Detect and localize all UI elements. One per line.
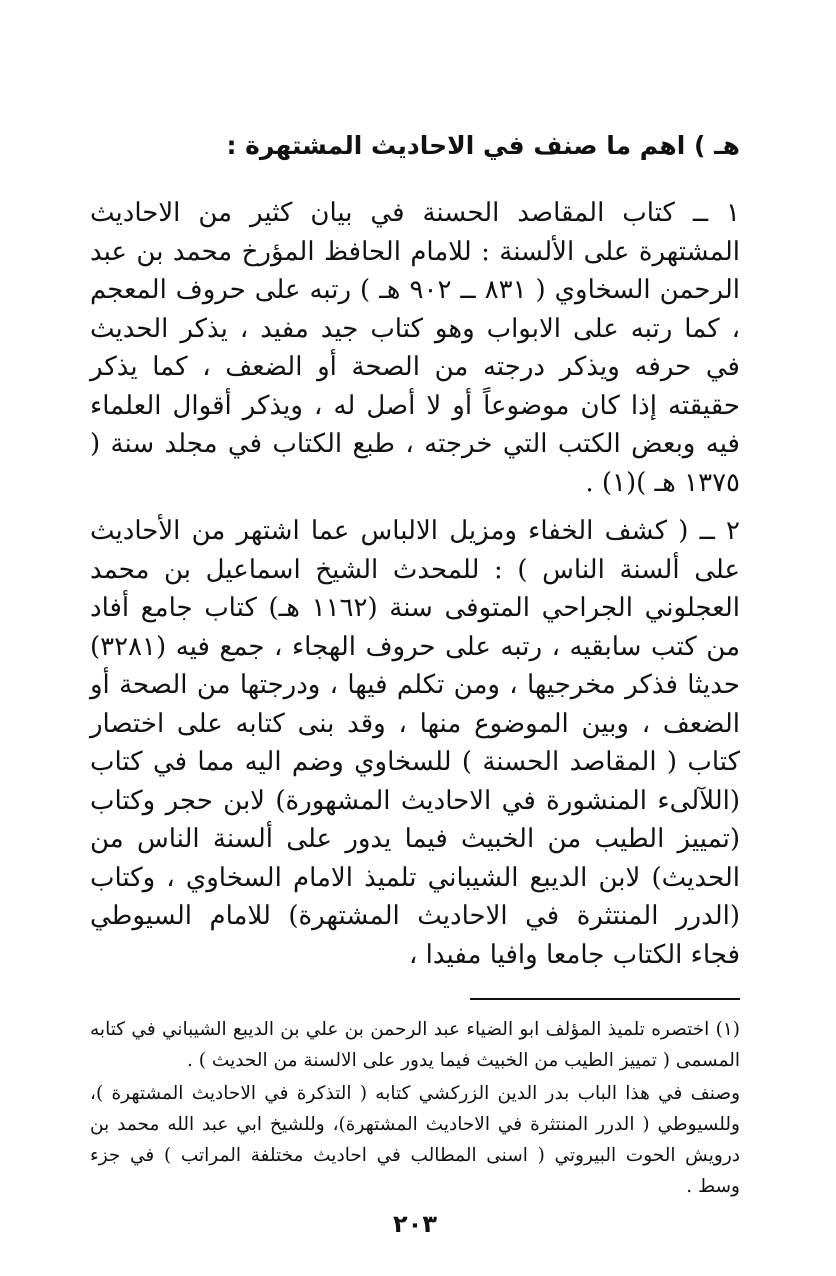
- footnote-1: (١) اختصره تلميذ المؤلف ابو الضياء عبد الرحمن بن علي بن الديبع الشيباني في كتابه المسمى ( تمييز الطيب من الخبيث فيما يدور على الالسنة من الحديث ) .: [90, 1019, 740, 1071]
- paragraph-2: ٢ ــ ( كشف الخفاء ومزيل الالباس عما اشتهر من الأحاديث على ألسنة الناس ) : للمحدث الشيخ اسماعيل بن محمد العجلوني الجراحي المتوفى سنة (١١٦٢ هـ) كتاب جامع أفاد من كتب سابقيه ، رتبه على حروف الهجاء ، جمع فيه (٣٢٨١) حديثا فذكر مخرجيها ، ومن تكلم فيها ، ودرجتها من الصحة أو الضعف ، وبين الموضوع منها ، وقد بنى كتابه على اختصار كتاب ( المقاصد الحسنة ) للسخاوي وضم اليه مما في كتاب (اللآلىء المنشورة في الاحاديث المشهورة) لابن حجر وكتاب (تمييز الطيب من الخبيث فيما يدور على ألسنة الناس من الحديث) لابن الديبع الشيباني تلميذ الامام السخاوي ، وكتاب (الدرر المنتثرة في الاحاديث المشتهرة) للامام السيوطي فجاء الكتاب جامعا وافيا مفيدا ،: [90, 516, 740, 970]
- book-page: [90, 118, 740, 1238]
- section-heading: هـ ) اهم ما صنف في الاحاديث المشتهرة :: [226, 131, 740, 160]
- footnote-separator: [470, 998, 740, 1000]
- paragraph-1: ١ ــ كتاب المقاصد الحسنة في بيان كثير من الاحاديث المشتهرة على الألسنة : للامام الحافظ المؤرخ محمد بن عبد الرحمن السخاوي ( ٨٣١ ــ ٩٠٢ هـ ) رتبه على حروف المعجم ، كما رتبه على الابواب وهو كتاب جيد مفيد ، يذكر الحديث في حرفه ويذكر درجته من الصحة أو الضعف ، كما يذكر حقيقته إذا كان موضوعاً أو لا أصل له ، ويذكر أقوال العلماء فيه وبعض الكتب التي خرجته ، طبع الكتاب في مجلد سنة ( ١٣٧٥ هـ )(١) .: [90, 198, 740, 498]
- page-number: ٢٠٣: [393, 1210, 437, 1238]
- footnote-2: وصنف في هذا الباب بدر الدين الزركشي كتابه ( التذكرة في الاحاديث المشتهرة )، وللسيوطي ( الدرر المنتثرة في الاحاديث المشتهرة)، وللشيخ ابي عبد الله محمد بن درويش الحوت البيروتي ( اسنى المطالب في احاديث مختلفة المراتب ) في جزء وسط .: [90, 1083, 740, 1197]
